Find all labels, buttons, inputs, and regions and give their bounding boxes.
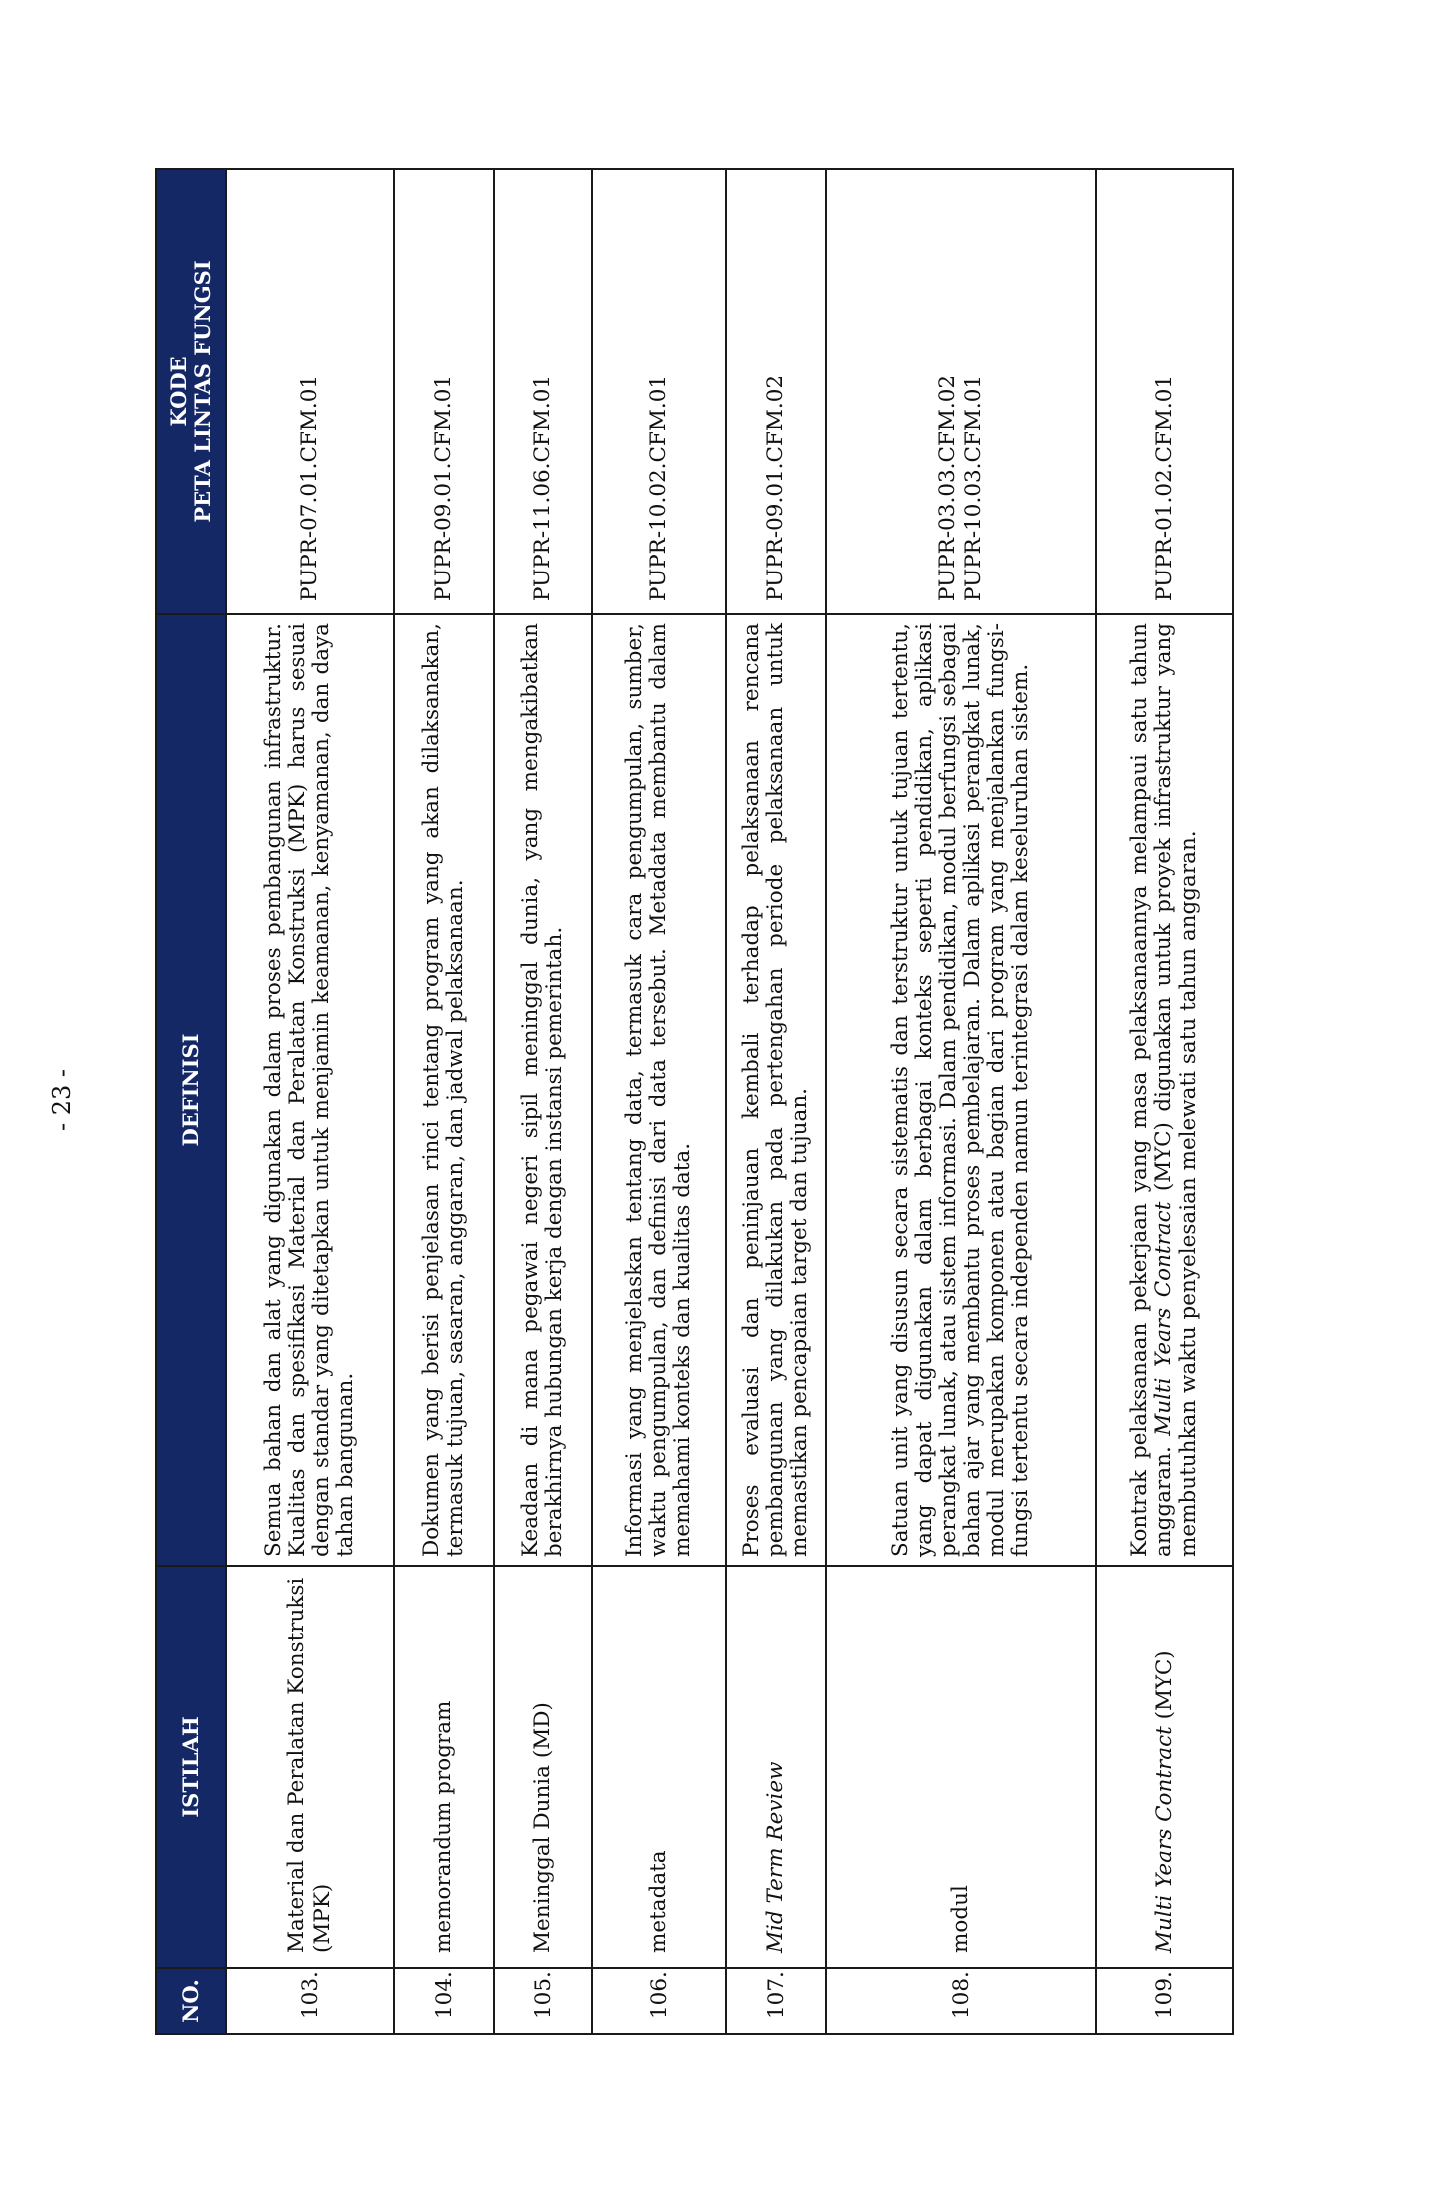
row-term: modul (826, 1566, 1096, 1968)
table-row (394, 169, 494, 2034)
row-term (1096, 1566, 1233, 1968)
table-row (826, 169, 1096, 2034)
table-row (726, 169, 826, 2034)
row-number: 103. (226, 1968, 394, 2034)
glossary-table-container (155, 170, 1230, 2035)
row-code (826, 169, 1096, 614)
code-item: PUPR-01.02.CFM.01 (1151, 374, 1177, 601)
row-definition: Semua bahan dan alat yang digunakan dalam proses pembangunan infrastruktur. Kualitas dan spesifikasi Material dan Peralatan Konstruksi (MPK) harus sesuai dengan standar yang ditetapkan untuk menjamin keamanan, kenyamanan, dan daya tahan bangunan. (226, 614, 394, 1566)
code-item: PUPR-10.03.CFM.01 (961, 374, 986, 601)
code-item: PUPR-10.02.CFM.01 (646, 374, 672, 601)
row-definition: Dokumen yang berisi penjelasan rinci tentang program yang akan dilaksanakan, termasuk tujuan, sasaran, anggaran, dan jadwal pelaksanaan. (394, 614, 494, 1566)
table-row (494, 169, 592, 2034)
row-code (726, 169, 826, 614)
row-number: 105. (494, 1968, 592, 2034)
definition-part: (MYC) digunakan untuk proyek infrastruktur yang membutuhkan waktu penyelesaian melewati satu tahun anggaran. (1151, 623, 1201, 1557)
row-term: memorandum program (394, 1566, 494, 1968)
header-no: NO. (156, 1968, 226, 2034)
code-item: PUPR-11.06.CFM.01 (530, 374, 556, 601)
code-item: PUPR-09.01.CFM.01 (431, 374, 457, 601)
row-term: Mid Term Review (726, 1566, 826, 1968)
header-definition: DEFINISI (156, 614, 226, 1566)
header-code-line1: KODE (165, 356, 191, 427)
row-definition: Satuan unit yang disusun secara sistematis dan terstruktur untuk tujuan tertentu, yang dapat digunakan dalam berbagai konteks seperti pendidikan, aplikasi perangkat lunak, atau sistem informasi. Dalam pendidikan, modul berfungsi sebagai bahan ajar yang membantu proses pembelajaran. Dalam aplikasi perangkat lunak, modul merupakan komponen atau bagian dari program yang menjalankan fungsi-fungsi tertentu secara independen namun terintegrasi dalam keseluruhan sistem. (826, 614, 1096, 1566)
header-code (156, 169, 226, 614)
row-term-italic: Multi Years Contract (1151, 1726, 1177, 1953)
row-number: 108. (826, 1968, 1096, 2034)
table-row (592, 169, 726, 2034)
row-code (1096, 169, 1233, 614)
row-definition (1096, 614, 1233, 1566)
row-definition: Informasi yang menjelaskan tentang data, termasuk cara pengumpulan, sumber, waktu pengumpulan, dan definisi dari data tersebut. Metadata membantu dalam memahami konteks dan kualitas data. (592, 614, 726, 1566)
row-code (592, 169, 726, 614)
code-item: PUPR-03.03.CFM.02 (935, 374, 961, 601)
table-header-row (156, 169, 226, 2034)
row-term: metadata (592, 1566, 726, 1968)
row-definition: Keadaan di mana pegawai negeri sipil meninggal dunia, yang mengakibatkan berakhirnya hubungan kerja dengan instansi pemerintah. (494, 614, 592, 1566)
row-code (494, 169, 592, 614)
table-row (1096, 169, 1233, 2034)
code-item: PUPR-09.01.CFM.02 (763, 374, 789, 601)
glossary-table (155, 168, 1234, 2035)
row-term: Material dan Peralatan Konstruksi (MPK) (226, 1566, 394, 1968)
header-term: ISTILAH (156, 1566, 226, 1968)
row-code (394, 169, 494, 614)
row-number: 109. (1096, 1968, 1233, 2034)
row-number: 107. (726, 1968, 826, 2034)
header-code-line2: PETA LINTAS FUNGSI (190, 260, 215, 523)
table-row (226, 169, 394, 2034)
row-code (226, 169, 394, 614)
definition-part-italic: Multi Years Contract (1151, 1201, 1177, 1436)
code-item: PUPR-07.01.CFM.01 (297, 374, 323, 601)
page-number: - 23 - (48, 1068, 76, 1132)
row-term-suffix: (MYC) (1151, 1650, 1177, 1727)
definition-part: Kontrak pelaksanaan pekerjaan yang masa pelaksanaannya melampaui satu tahun anggaran. (1127, 623, 1177, 1557)
row-number: 106. (592, 1968, 726, 2034)
row-definition: Proses evaluasi dan peninjauan kembali terhadap pelaksanaan rencana pembangunan yang dilakukan pada pertengahan periode pelaksanaan untuk memastikan pencapaian target dan tujuan. (726, 614, 826, 1566)
row-number: 104. (394, 1968, 494, 2034)
row-term: Meninggal Dunia (MD) (494, 1566, 592, 1968)
